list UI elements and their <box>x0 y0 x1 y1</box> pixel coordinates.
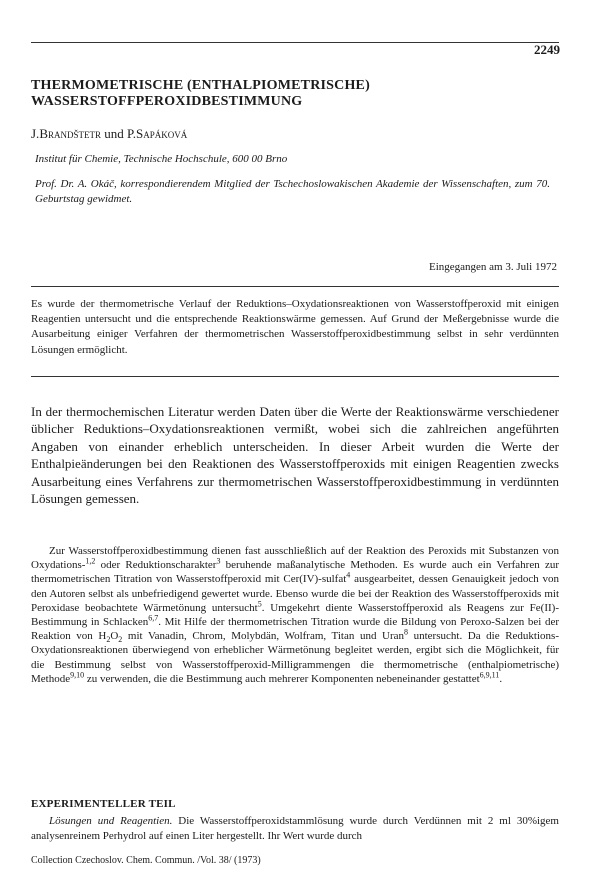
reference-marker: 9,10 <box>70 670 85 680</box>
header-rule <box>31 42 559 43</box>
abstract: Es wurde der thermometrische Verlauf der Reduktions–Oxydationsreaktionen von Wasserstoffperoxid mit einigen Reagentien untersucht und die entsprechende Reaktionswärme gemessen. Auf Grund der Meßergebnisse wurde die Ausarbeitung einiger Verfahren der thermometrischen Wasserstoffperoxidbestimmung selbst in sehr verdünnten Lösungen ermöglicht. <box>31 298 559 356</box>
subsection-heading: Lösungen und Reagentien. <box>49 815 173 827</box>
body-text-run: zu verwenden, die die Bestimmung auch mehrerer Komponenten nebeneinander gestattet <box>84 672 480 685</box>
body-text-run: beruhende maßanalytische Methoden. Es wurde auch ein Verfahren zur thermometrischen Titration von Wasserstoffperoxid mit Cer(IV)-sulfat <box>31 559 559 586</box>
author-joiner: und <box>101 126 127 141</box>
reference-marker: 8 <box>404 627 409 637</box>
dedication: Prof. Dr. A. Okáč, korrespondierendem Mitglied der Tschechoslowakischen Akademie der Wissenschaften, zum 70. Geburtstag gewidmet. <box>35 178 550 205</box>
body-text-run: Zur Wasserstoffperoxidbestimmung dienen fast ausschließlich auf der Reaktion des Peroxids mit Substanzen von Oxydations- <box>31 545 559 572</box>
body-text-run: . <box>499 672 503 685</box>
body-text-run: oder Reduktionscharakter <box>95 559 217 572</box>
introduction-paragraph: In der thermochemischen Literatur werden Daten über die Werte der Reaktionswärme verschiedener üblicher Reduktions–Oxydationsreaktionen vermißt, wobei sich die zahlreichen angeführten Angaben von einander erheblich unterscheiden. In dieser Arbeit wurden die Werte der Enthalpieänderungen bei den Reaktionen des Wasserstoffperoxids mit einigen Reagentien zwecks Ausarbeitung eines Verfahrens zur thermometrischen Wasserstoffperoxidbestimmung in verdünnten Lösungen gemessen. <box>31 404 559 507</box>
received-date: Eingegangen am 3. Juli 1972 <box>428 261 557 273</box>
abstract-rule-top <box>31 286 559 287</box>
body-text <box>31 544 559 686</box>
page-number: 2249 <box>534 42 560 57</box>
body-text-run: O <box>110 630 119 643</box>
experimental-text: Die Wasserstoffperoxidstammlösung wurde durch Verdünnen mit 2 ml 30%igem analysenreinem Perhydrol auf einen Liter hergestellt. Ihr Wert wurde durch <box>31 815 559 842</box>
reference-marker: 1,2 <box>85 556 96 566</box>
experimental-paragraph <box>31 814 559 844</box>
body-text-run: ausgearbeitet, dessen Genauigkeit jedoch von den Autoren selbst als unbefriedigend gewertet wurde. Ebenso wurde die bei der Reaktion des Wasserstoffperoxids mit Peroxidase beobachtete Wärmetönung untersucht <box>31 573 560 614</box>
title-line-2: WASSERSTOFFPEROXIDBESTIMMUNG <box>31 94 303 109</box>
author-list <box>31 126 187 142</box>
article-title <box>31 78 571 110</box>
affiliation: Institut für Chemie, Technische Hochschule, 600 00 Brno <box>35 153 288 165</box>
reference-marker: 4 <box>346 570 351 580</box>
author-2-initial: P. <box>127 126 137 141</box>
body-text-run: . Mit Hilfe der thermometrischen Titration wurde die Bildung von Peroxo-Salzen bei der Reaktion von H <box>31 616 560 643</box>
author-1-name: Brandštetr <box>39 126 101 141</box>
reference-marker: 5 <box>257 599 262 609</box>
reference-marker: 6,9,11 <box>479 670 500 680</box>
title-line-1: THERMOMETRISCHE (ENTHALPIOMETRISCHE) <box>31 78 370 93</box>
author-1-initial: J. <box>31 126 40 141</box>
section-heading: EXPERIMENTELLER TEIL <box>31 798 176 810</box>
abstract-rule-bottom <box>31 376 559 377</box>
body-paragraph <box>31 544 559 686</box>
reference-marker: 6,7 <box>148 613 159 623</box>
body-text-run: untersucht. Da die Reduktions-Oxydationsreaktionen überwiegend von erheblicher Wärmetönung begleitet werden, ergibt sich die Möglichkeit, für die Bestimmung selbst von Wasserstoffperoxid-Milligrammengen die thermometrische (enthalpiometrische) Methode <box>31 630 559 685</box>
body-text-run: mit Vanadin, Chrom, Molybdän, Wolfram, Titan und Uran <box>122 630 405 643</box>
author-2-name: Sapáková <box>136 126 188 141</box>
body-text-run: . Umgekehrt diente Wasserstoffperoxid als Reagens zur Fe(II)-Bestimmung in Schlacken <box>31 601 559 629</box>
journal-footer: Collection Czechoslov. Chem. Commun. /Vol. 38/ (1973) <box>31 855 261 866</box>
reference-marker: 3 <box>216 556 221 566</box>
formula-subscript: 2 <box>118 635 123 645</box>
formula-subscript: 2 <box>106 635 111 645</box>
